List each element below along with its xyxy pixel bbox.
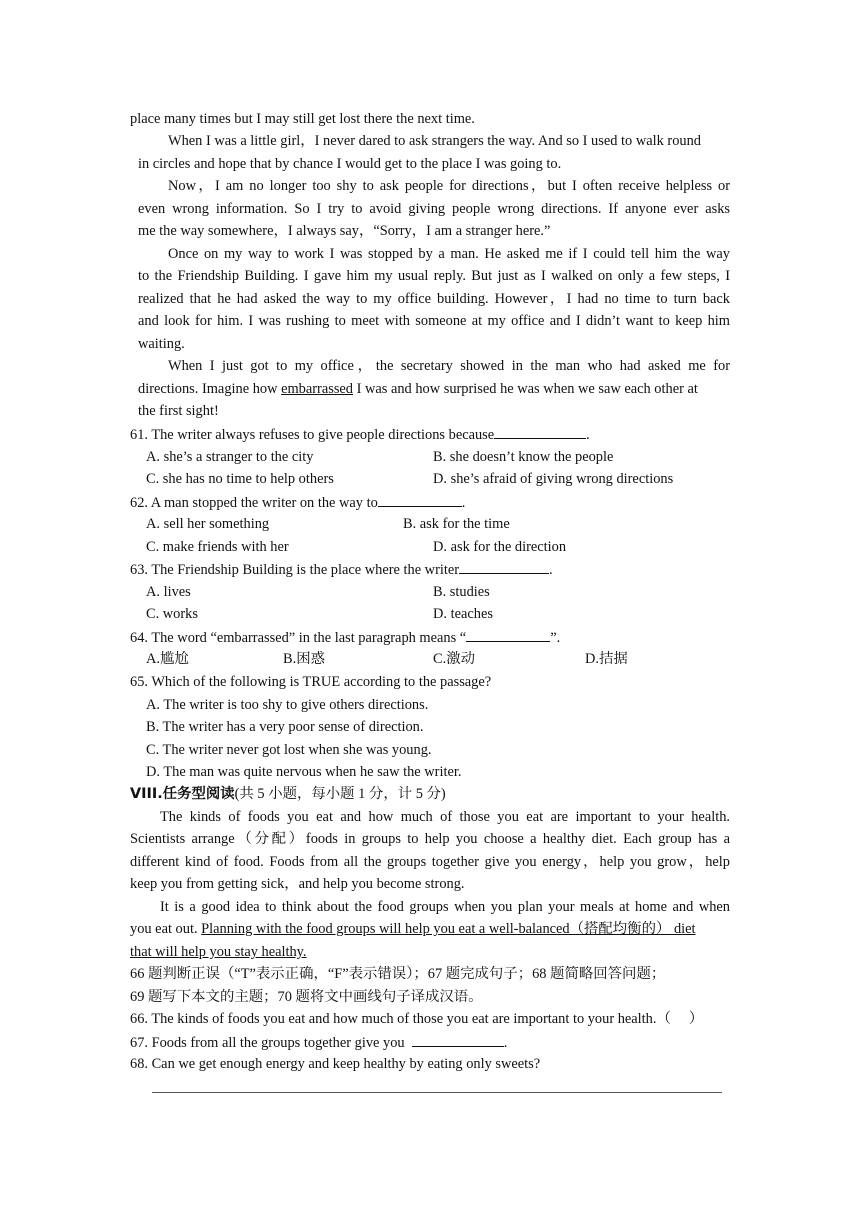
- question-text: 64. The word “embarrassed” in the last paragraph means “: [130, 630, 467, 646]
- passage-line: realized that he had asked the way to my office building. However，I had no time to turn back: [138, 291, 730, 307]
- option-d: D. teaches: [433, 606, 493, 622]
- passage-line: When I was a little girl，I never dared to ask strangers the way. And so I used to walk round: [168, 133, 701, 149]
- passage-line: It is a good idea to think about the food groups when you plan your meals at home and when: [160, 899, 730, 915]
- underlined-sentence: that will help you stay healthy.: [130, 944, 307, 960]
- question-text: 67. Foods from all the groups together give you: [130, 1035, 405, 1051]
- option-a: A. The writer is too shy to give others directions.: [146, 697, 429, 713]
- option-d: D. ask for the direction: [433, 539, 567, 555]
- question-end: .: [549, 562, 553, 578]
- option-d: D. she’s afraid of giving wrong directions: [433, 471, 674, 487]
- passage-line: Now，I am no longer too shy to ask people for directions，but I often receive helpless or: [168, 178, 730, 194]
- answer-blank[interactable]: [459, 560, 549, 574]
- question-text: 62. A man stopped the writer on the way to: [130, 495, 378, 511]
- question-61-stem: [130, 425, 590, 444]
- option-d: D.拮据: [585, 651, 628, 667]
- question-end: .: [503, 1035, 508, 1051]
- section-title: VIII.任务型阅读: [130, 786, 235, 802]
- passage-line: even wrong information. So I try to avoid giving people wrong directions. If anyone ever asks: [138, 201, 730, 217]
- passage-line: the first sight!: [138, 403, 219, 419]
- question-end: .: [586, 427, 590, 443]
- passage-line: Once on my way to work I was stopped by a man. He asked me if I could tell him the way: [168, 246, 730, 262]
- underlined-sentence: Planning with the food groups will help you eat a well-balanced（搭配均衡的） diet: [201, 921, 696, 937]
- question-68: 68. Can we get enough energy and keep healthy by eating only sweets?: [130, 1056, 541, 1072]
- answer-blank[interactable]: [378, 493, 462, 507]
- passage-line: [138, 380, 698, 398]
- instruction-line: 66 题判断正误（“T”表示正确，“F”表示错误）；67 题完成句子；68 题简略回答问题；: [130, 966, 666, 982]
- passage-line: place many times but I may still get lost there the next time.: [130, 111, 475, 127]
- underlined-word: embarrassed: [281, 381, 353, 397]
- option-b: B. studies: [433, 584, 490, 600]
- answer-line[interactable]: [152, 1092, 722, 1093]
- question-end: ”.: [550, 630, 561, 646]
- answer-blank[interactable]: [412, 1033, 504, 1047]
- option-a: A. lives: [146, 584, 191, 600]
- question-62-stem: [130, 493, 465, 512]
- question-end: .: [461, 495, 466, 511]
- passage-line: When I just got to my office，the secretary showed in the man who had asked me for: [168, 358, 730, 374]
- option-c: C. she has no time to help others: [146, 471, 334, 487]
- option-b: B. ask for the time: [403, 516, 510, 532]
- option-c: C. works: [146, 606, 198, 622]
- passage-line: different kind of food. Foods from all the groups together give you energy，help you grow，help: [130, 854, 730, 870]
- option-b: B. she doesn’t know the people: [433, 449, 614, 465]
- passage-text: I was and how surprised he was when we saw each other at: [353, 381, 698, 397]
- passage-line: in circles and hope that by chance I would get to the place I was going to.: [138, 156, 562, 172]
- passage-line: waiting.: [138, 336, 185, 352]
- option-b: B.困惑: [283, 651, 325, 667]
- passage-line: me the way somewhere，I always say，“Sorry，I am a stranger here.”: [138, 223, 551, 239]
- passage-line: Scientists arrange（分配）foods in groups to help you choose a healthy diet. Each group has a: [130, 831, 730, 847]
- question-text: 63. The Friendship Building is the place where the writer: [130, 562, 460, 578]
- passage-text: you eat out.: [130, 921, 202, 937]
- passage-line: The kinds of foods you eat and how much of those you eat are important to your health.: [160, 809, 730, 825]
- question-64-stem: [130, 628, 560, 647]
- option-c: C.激动: [433, 651, 475, 667]
- option-d: D. The man was quite nervous when he saw the writer.: [146, 764, 462, 780]
- passage-text: directions. Imagine how: [138, 381, 282, 397]
- question-67: [130, 1033, 507, 1052]
- passage-line: keep you from getting sick，and help you become strong.: [130, 876, 465, 892]
- question-66: 66. The kinds of foods you eat and how much of those you eat are important to your health.（ ）: [130, 1011, 704, 1027]
- option-c: C. make friends with her: [146, 539, 289, 555]
- section-note: (共 5 小题，每小题 1 分，计 5 分): [234, 786, 446, 802]
- option-b: B. The writer has a very poor sense of direction.: [146, 719, 424, 735]
- question-63-stem: [130, 560, 553, 579]
- question-65-stem: 65. Which of the following is TRUE according to the passage?: [130, 674, 492, 690]
- passage-line: to the Friendship Building. I gave him my usual reply. But just as I walked on only a few steps, I: [138, 268, 730, 284]
- passage-line: and look for him. I was rushing to meet with someone at my office and I didn’t want to keep him: [138, 313, 730, 329]
- instruction-line: 69 题写下本文的主题；70 题将文中画线句子译成汉语。: [130, 989, 483, 1005]
- section-heading: [130, 785, 446, 803]
- option-a: A.尴尬: [146, 651, 189, 667]
- answer-blank[interactable]: [494, 425, 586, 439]
- question-text: 61. The writer always refuses to give people directions because: [130, 427, 495, 443]
- passage-line: [130, 920, 696, 938]
- option-a: A. she’s a stranger to the city: [146, 449, 314, 465]
- option-c: C. The writer never got lost when she was young.: [146, 742, 432, 758]
- option-a: A. sell her something: [146, 516, 270, 532]
- answer-blank[interactable]: [466, 628, 550, 642]
